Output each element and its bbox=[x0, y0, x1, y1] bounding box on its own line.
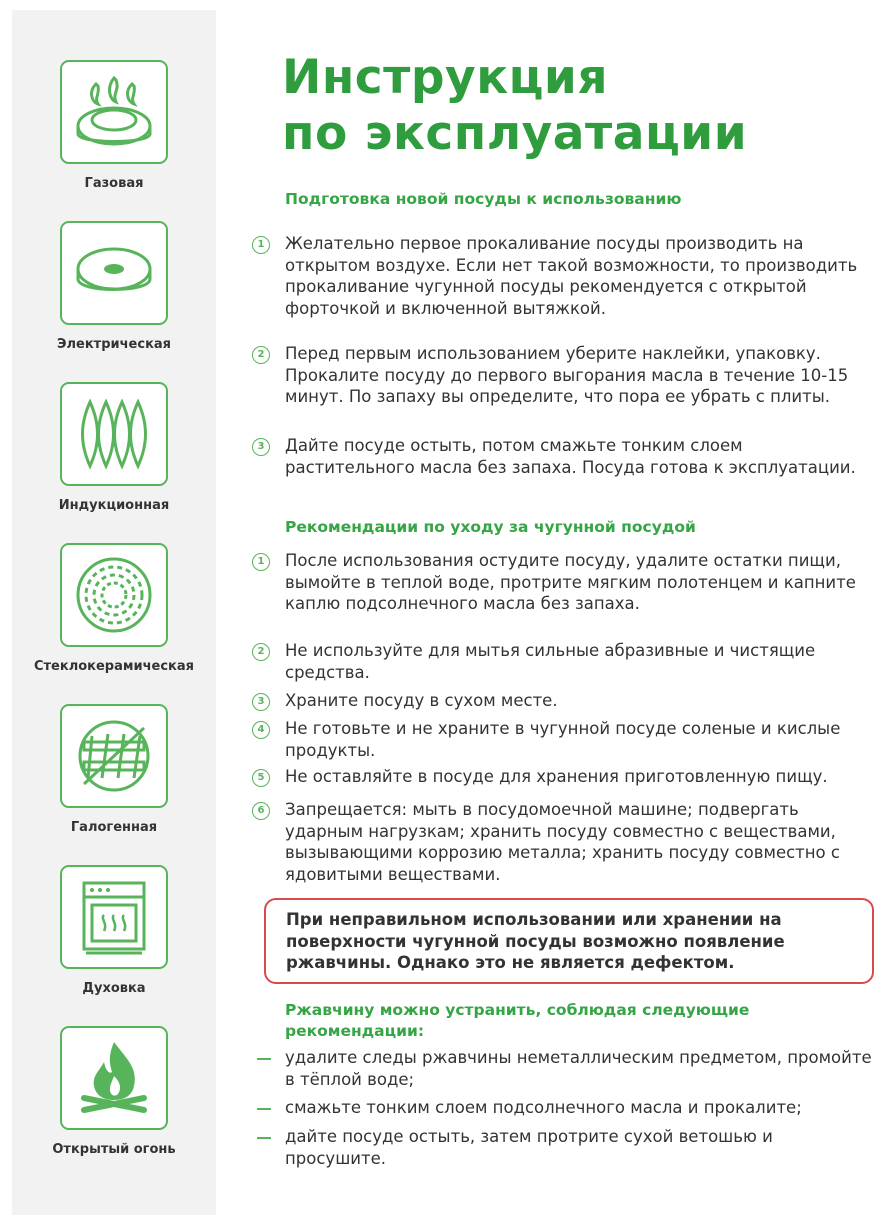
item-number: 3 bbox=[252, 438, 270, 456]
item-number: 2 bbox=[252, 643, 270, 661]
hob-label: Открытый огонь bbox=[52, 1142, 176, 1157]
list-item: Не используйте для мытья сильные абразивные и чистящие средства. bbox=[285, 641, 816, 682]
list-item: дайте посуде остыть, затем протрите сухой ветошью и просушите. bbox=[285, 1127, 773, 1168]
gas-burner-icon bbox=[60, 60, 168, 164]
item-number: 3 bbox=[252, 693, 270, 711]
list-item: Не оставляйте в посуде для хранения приготовленную пищу. bbox=[285, 767, 828, 786]
item-number: 4 bbox=[252, 721, 270, 739]
list-item: После использования остудите посуду, удалите остатки пищи, вымойте в теплой воде, протрите мягким полотенцем и капните каплю подсолнечного масла без запаха. bbox=[285, 551, 856, 613]
hob-label: Газовая bbox=[84, 176, 144, 191]
halogen-hob-icon bbox=[60, 704, 168, 808]
section-heading-preparation: Подготовка новой посуды к использованию bbox=[285, 190, 682, 208]
list-item: Запрещается: мыть в посудомоечной машине; подвергать ударным нагрузкам; хранить посуду совместно с веществами, вызывающими коррозию металла; хранить посуду совместно с ядовитыми веществами. bbox=[285, 800, 840, 884]
campfire-icon bbox=[60, 1026, 168, 1130]
hob-label: Галогенная bbox=[70, 820, 158, 835]
item-number: 1 bbox=[252, 553, 270, 571]
hob-label: Электрическая bbox=[56, 337, 172, 352]
title-line-2: по эксплуатации bbox=[282, 106, 748, 161]
item-number: 6 bbox=[252, 802, 270, 820]
section-heading-rust: Ржавчину можно устранить, соблюдая следующие рекомендации: bbox=[285, 1001, 750, 1040]
glass-ceramic-icon bbox=[60, 543, 168, 647]
dash-bullet bbox=[257, 1058, 271, 1060]
hob-label: Индукционная bbox=[58, 498, 170, 513]
hob-label: Стеклокерамическая bbox=[33, 659, 194, 674]
electric-hob-icon bbox=[60, 221, 168, 325]
section-heading-care: Рекомендации по уходу за чугунной посудой bbox=[285, 518, 696, 536]
list-item: смажьте тонким слоем подсолнечного масла и прокалите; bbox=[285, 1098, 802, 1117]
list-item: Перед первым использованием уберите наклейки, упаковку. Прокалите посуду до первого выгорания масла в течение 10-15 минут. По запаху вы определите, что пора ее убрать с плиты. bbox=[285, 344, 849, 406]
hob-types-sidebar bbox=[12, 10, 216, 1215]
rust-warning-text: При неправильном использовании или хранении на поверхности чугунной посуды возможно появление ржавчины. Однако это не является дефектом. bbox=[286, 910, 785, 972]
list-item: Дайте посуде остыть, потом смажьте тонким слоем растительного масла без запаха. Посуда готова к эксплуатации. bbox=[285, 436, 856, 477]
list-item: Желательно первое прокаливание посуды производить на открытом воздухе. Если нет такой возможности, то производить прокаливание чугунной посуды рекомендуется с открытой форточкой и включенной вытяжкой. bbox=[285, 234, 858, 318]
page-title bbox=[282, 50, 747, 162]
item-number: 1 bbox=[252, 236, 270, 254]
item-number: 5 bbox=[252, 769, 270, 787]
list-item: Храните посуду в сухом месте. bbox=[285, 691, 558, 710]
rust-warning-box bbox=[264, 898, 874, 984]
hob-label: Духовка bbox=[82, 981, 146, 996]
list-item: удалите следы ржавчины неметаллическим предметом, промойте в тёплой воде; bbox=[285, 1048, 872, 1089]
title-line-1: Инструкция bbox=[282, 50, 609, 105]
induction-coil-icon bbox=[60, 382, 168, 486]
dash-bullet bbox=[257, 1137, 271, 1139]
oven-icon bbox=[60, 865, 168, 969]
item-number: 2 bbox=[252, 346, 270, 364]
list-item: Не готовьте и не храните в чугунной посуде соленые и кислые продукты. bbox=[285, 719, 841, 760]
dash-bullet bbox=[257, 1108, 271, 1110]
